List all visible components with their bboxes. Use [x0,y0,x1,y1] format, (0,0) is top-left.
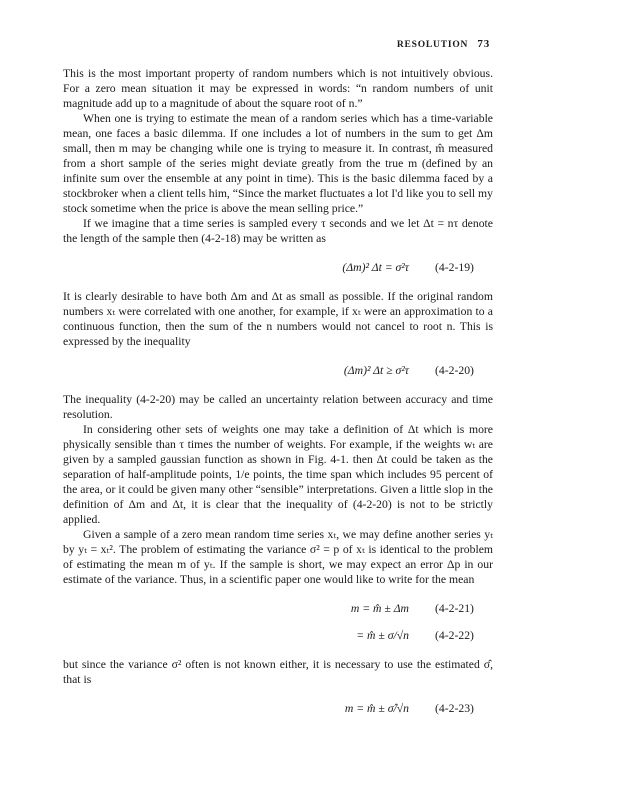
paragraph-6: In considering other sets of weights one may take a definition of Δt which is more physically sensible than τ times the number of weights. For example, if the weights wₜ are given by a sampled gaussian function as shown in Fig. 4-1. then Δt could be taken as the separation of half-amplitude points, 1/e points, the time span which includes 95 percent of the area, or it could be given many other “sensible” interpretations. Given a little slop in the definition of Δm and Δt, it is clear that the inequality of (4-2-20) is not to be strictly applied. [63,423,493,526]
equation-expression: (Δm)² Δt ≥ σ²τ [343,364,409,377]
paragraph-4: It is clearly desirable to have both Δm and Δt as small as possible. If the original random numbers xₜ were correlated with one another, for example, if xₜ were an approximation to a continuous function, then the sum of the n numbers would not cancel to root n. This is expressed by the inequality [63,290,493,348]
equation-label: (4-2-20) [435,364,474,377]
paragraph-1: This is the most important property of random numbers which is not intuitively obvious. For a zero mean situation it may be expressed in words: “n random numbers of unit magnitude add up to a magnitude of about the square root of n.” [63,67,493,110]
paragraph-7: Given a sample of a zero mean random time series xₜ, we may define another series yₜ by yₜ = xₜ². The problem of estimating the variance σ² = p of xₜ is identical to the problem of estimating the mean m of yₜ. If the sample is short, we may expect an error Δp in our estimate of the variance. Thus, in a scientific paper one would like to write for the mean [63,528,493,586]
running-header [397,38,490,50]
equation-4-2-19 [63,260,493,275]
equation-expression: = m̂ ± σ/√n [356,629,409,642]
section-title: RESOLUTION [396,40,469,50]
equation-expression: (Δm)² Δt = σ²τ [342,261,409,274]
equation-label: (4-2-19) [435,261,474,274]
equation-label: (4-2-21) [435,602,474,615]
paragraph-5: The inequality (4-2-20) may be called an uncertainty relation between accuracy and time resolution. [63,393,493,421]
equation-group-mean [63,601,493,643]
equation-expression: m = m̂ ± σ̂/√n [344,702,409,715]
equation-label: (4-2-23) [435,702,474,715]
paragraph-8: but since the variance σ² often is not known either, it is necessary to use the estimated σ̂, that is [63,658,493,686]
paragraph-3: If we imagine that a time series is sampled every τ seconds and we let Δt = nτ denote the length of the sample then (4-2-18) may be written as [63,217,493,245]
page-number: 73 [477,38,490,50]
equation-4-2-23 [63,701,493,716]
equation-label: (4-2-22) [435,629,474,642]
paragraph-2: When one is trying to estimate the mean of a random series which has a time-variable mean, one faces a basic dilemma. If one includes a lot of numbers in the sum to get Δm small, then m may be changing while one is trying to measure it. In contrast, m̂ measured from a short sample of the series might deviate greatly from the true m (defined by an infinite sum over the ensemble at any point in time). This is the basic dilemma faced by a stockbroker when a client tells him, “Since the market fluctuates a lot I'd like you to sell my stock sometime when the price is above the mean selling price.” [63,112,493,215]
equation-4-2-22 [63,628,493,643]
equation-expression: m = m̂ ± Δm [350,602,409,615]
equation-4-2-21 [63,601,493,616]
equation-4-2-20 [63,363,493,378]
page-body [63,66,493,730]
